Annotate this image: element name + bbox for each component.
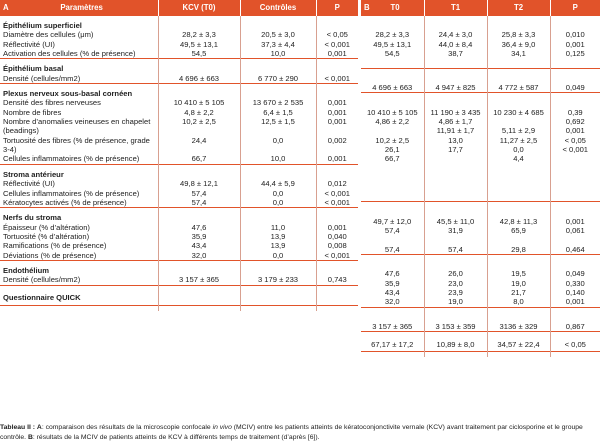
table-row [0, 154, 358, 164]
cell: 3136 ± 329 [487, 322, 550, 332]
row-label: Réflectivité (UI) [3, 39, 55, 49]
table-a [0, 0, 358, 311]
cell: 57,4 [158, 198, 240, 208]
section-title-row [0, 64, 358, 73]
section-title-row [0, 213, 358, 222]
table-row [361, 136, 600, 145]
cell: 0,001 [316, 223, 358, 232]
cell: 37,3 ± 4,4 [240, 40, 316, 49]
section-title-row [0, 170, 358, 179]
table-a-label: A [3, 3, 9, 13]
table-row [361, 279, 600, 288]
cell: 43,4 [384, 287, 400, 297]
cell: 0,002 [316, 136, 358, 155]
cell: 13 670 ± 2 535 [240, 98, 316, 107]
table-row [361, 145, 600, 154]
table-a-header-kcv: KCV (T0) [158, 0, 240, 16]
cell: 4,86 ± 2,2 [375, 117, 410, 127]
row-label: Kératocytes activés (% de présence) [3, 197, 127, 207]
table-row [361, 126, 600, 135]
cell: 38,7 [424, 49, 487, 58]
cell: 25,8 ± 3,3 [487, 30, 550, 39]
row-label: Activation des cellules (% de présence) [3, 49, 136, 59]
row-label: Densité (cellules/mm2) [3, 73, 81, 83]
table-row [0, 179, 358, 188]
cell: 0,049 [550, 269, 600, 278]
cell: 0,743 [316, 275, 358, 285]
cell: 57,4 [384, 225, 400, 235]
cell: 49,7 ± 12,0 [373, 216, 412, 226]
cell: 0,010 [550, 30, 600, 39]
table-row [0, 275, 358, 285]
section-title: Stroma antérieur [3, 169, 64, 179]
table-row [0, 136, 358, 155]
table-a-header-controles: Contrôles [240, 0, 316, 16]
cell: 57,4 [424, 245, 487, 255]
cell: 19,0 [487, 279, 550, 288]
cell: 4 696 ± 663 [158, 74, 240, 84]
cell: < 0,001 [316, 189, 358, 198]
cell: 3 179 ± 233 [240, 275, 316, 285]
cell: 0,061 [550, 226, 600, 235]
cell: 0,040 [316, 232, 358, 241]
cell [487, 117, 550, 126]
cell: 65,9 [487, 226, 550, 235]
table-b-header-t1: T1 [424, 0, 487, 16]
cell: 0,012 [316, 179, 358, 188]
cell: 12,5 ± 1,5 [240, 117, 316, 136]
cell: 0,464 [550, 245, 600, 255]
cell: 3 157 ± 365 [372, 321, 413, 331]
table-bottom [0, 305, 358, 311]
cell: < 0,001 [316, 74, 358, 84]
section-title-row [0, 291, 358, 306]
table-row [0, 49, 358, 59]
table-row [361, 58, 600, 68]
section-title: Endothélium [3, 265, 49, 275]
cell: 8,0 [487, 297, 550, 307]
cell: 43,4 [158, 241, 240, 250]
header-text: T0 [390, 3, 400, 13]
cell: < 0,001 [316, 40, 358, 49]
table-row [361, 322, 600, 332]
row-label: Ramifications (% de présence) [3, 241, 107, 251]
table-a-header-p: P [316, 0, 358, 16]
caption-a-text: : comparaison des résultats de la microscopie confocale [41, 424, 211, 431]
cell: 6 770 ± 290 [240, 74, 316, 84]
table-row [0, 189, 358, 198]
row-label: Épaisseur (% d’altération) [3, 222, 90, 232]
cell: 0,0 [240, 136, 316, 155]
table-row [361, 40, 600, 49]
cell: 4 947 ± 825 [424, 83, 487, 93]
cell: 35,9 [158, 232, 240, 241]
cell: 0,0 [240, 198, 316, 208]
cell: 10 410 ± 5 105 [158, 98, 240, 107]
row-label: Déviations (% de présence) [3, 250, 97, 260]
cell: 0,001 [316, 98, 358, 107]
table-row [361, 117, 600, 126]
table-b-header-t2: T2 [487, 0, 550, 16]
cell: 67,17 ± 17,2 [371, 339, 414, 349]
section-title-row [361, 260, 600, 269]
cell: 28,2 ± 3,3 [158, 30, 240, 39]
cell: 0,001 [550, 126, 600, 135]
cell: 0,001 [550, 297, 600, 307]
cell [424, 154, 487, 163]
cell: 0,001 [316, 117, 358, 136]
cell: 29,8 [487, 245, 550, 255]
cell: 31,9 [424, 226, 487, 235]
header-text: Paramètres [60, 3, 103, 13]
cell: 42,8 ± 11,3 [487, 217, 550, 226]
cell: 0,001 [550, 217, 600, 226]
cell: 0,867 [550, 322, 600, 332]
cell: 11,27 ± 2,5 [487, 136, 550, 145]
table-row [361, 30, 600, 39]
cell: 47,6 [158, 223, 240, 232]
table-row [0, 251, 358, 261]
cell: 13,9 [240, 241, 316, 250]
cell: 34,1 [487, 49, 550, 58]
section-title: Questionnaire QUICK [3, 292, 81, 302]
cell: 49,5 ± 13,1 [373, 39, 412, 49]
cell: 0,001 [316, 49, 358, 59]
cell: 10,89 ± 8,0 [424, 337, 487, 352]
table-row [361, 245, 600, 255]
cell: 54,5 [158, 49, 240, 59]
caption-a-text-2: (MCIV) entre les patients atteints de kératoconjonctivite vernale (KCV) avant traitement par ciclosporine et le groupe contrôle. [0, 424, 583, 441]
cell: 5,11 ± 2,9 [487, 126, 550, 135]
row-label: Densité des fibres nerveuses [3, 98, 101, 108]
table-row [361, 288, 600, 297]
table-row [0, 98, 358, 107]
cell: 0,0 [487, 145, 550, 154]
cell [361, 126, 424, 135]
table-row [361, 226, 600, 235]
table-row [0, 117, 358, 136]
cell: 13,0 [424, 136, 487, 145]
cell: 0,39 [550, 108, 600, 117]
cell: 32,0 [384, 297, 400, 307]
caption-a-label: A [36, 424, 42, 431]
row-label: Diamètre des cellules (μm) [3, 30, 94, 40]
cell: 19,5 [487, 269, 550, 278]
table-row [0, 74, 358, 84]
cell: 32,0 [158, 251, 240, 261]
table-a-header-parametres [0, 0, 158, 16]
cell: 13,9 [240, 232, 316, 241]
cell: 45,5 ± 11,0 [424, 217, 487, 226]
table-b-header-p: P [550, 0, 600, 16]
cell: 4,8 ± 2,2 [158, 108, 240, 117]
table-row [0, 30, 358, 39]
cell: 11,0 [240, 223, 316, 232]
row-label: Réflectivité (UI) [3, 179, 55, 189]
cell: 44,4 ± 5,9 [240, 179, 316, 188]
cell: 24,4 ± 3,0 [424, 30, 487, 39]
section-title: Épithélium basal [3, 64, 64, 74]
table-row [0, 241, 358, 250]
cell: 54,5 [384, 49, 400, 59]
section-title: Épithélium superficiel [3, 21, 82, 30]
cell: 6,4 ± 1,5 [240, 108, 316, 117]
cell: 49,8 ± 12,1 [158, 179, 240, 188]
cell: 34,57 ± 22,4 [487, 337, 550, 352]
table-row [361, 235, 600, 244]
row-label: Cellules inflammatoires (% de présence) [3, 188, 140, 198]
table-a-header [0, 0, 358, 16]
section-title-row [361, 21, 600, 30]
cell: 0,140 [550, 288, 600, 297]
cell: 0,692 [550, 117, 600, 126]
cell: 24,4 [158, 136, 240, 155]
cell: 3 153 ± 359 [424, 322, 487, 332]
cell: 0,125 [550, 49, 600, 58]
cell: 66,7 [384, 154, 400, 164]
cell: 4,86 ± 1,7 [424, 117, 487, 126]
table-row [361, 192, 600, 202]
cell: 10,0 [240, 49, 316, 59]
cell: 28,2 ± 3,3 [375, 30, 410, 40]
cell: 10 230 ± 4 685 [487, 108, 550, 117]
table-b-label: B [364, 3, 370, 13]
table-b [361, 0, 600, 357]
cell: 26,1 [384, 145, 400, 155]
cell: 44,0 ± 8,4 [424, 40, 487, 49]
cell: 0,0 [240, 251, 316, 261]
section-title-row [361, 98, 600, 107]
table-row [0, 232, 358, 241]
cell: < 0,001 [316, 251, 358, 261]
section-title-row [361, 313, 600, 322]
cell: 26,0 [424, 269, 487, 278]
cell: 57,4 [158, 189, 240, 198]
cell: 10,0 [240, 154, 316, 164]
table-row [361, 83, 600, 93]
cell: 3 157 ± 365 [158, 275, 240, 285]
table-row [361, 108, 600, 117]
table-row [0, 223, 358, 232]
cell: 36,4 ± 9,0 [487, 40, 550, 49]
cell: 66,7 [158, 154, 240, 164]
cell: 0,001 [316, 108, 358, 117]
section-title-row [0, 266, 358, 275]
cell: 4 696 ± 663 [372, 83, 413, 93]
cell: 0,001 [316, 154, 358, 164]
cell: 10,2 ± 2,5 [375, 135, 410, 145]
cell: 4,4 [487, 154, 550, 163]
cell: 0,330 [550, 279, 600, 288]
cell: 19,0 [424, 297, 487, 307]
cell: 49,5 ± 13,1 [158, 40, 240, 49]
section-title-row [0, 21, 358, 30]
table-bottom [361, 352, 600, 358]
section-title: Nerfs du stroma [3, 213, 62, 223]
cell: 20,5 ± 3,0 [240, 30, 316, 39]
cell: 21,7 [487, 288, 550, 297]
cell: < 0,001 [316, 198, 358, 208]
cell: 10 410 ± 5 105 [366, 107, 418, 117]
caption-b-text: : résultats de la MCIV de patients atteints de KCV à différents temps de traitement (d’après [6]). [32, 434, 320, 441]
table-row [361, 164, 600, 173]
table-row [0, 198, 358, 208]
cell: 17,7 [424, 145, 487, 154]
cell: 10,2 ± 2,5 [158, 117, 240, 136]
table-row [361, 183, 600, 192]
row-label: Cellules inflammatoires (% de présence) [3, 154, 140, 164]
table-row [361, 49, 600, 58]
cell: 11 190 ± 3 435 [424, 108, 487, 117]
cell: 23,9 [424, 288, 487, 297]
section-title: Plexus nerveux sous-basal cornéen [3, 89, 133, 99]
caption-label: Tableau II : [0, 424, 35, 431]
section-title-row [0, 89, 358, 98]
row-label: Tortuosité des fibres (% de présence, grade 3-4) [3, 135, 150, 155]
cell [550, 154, 600, 163]
cell: 4 772 ± 587 [487, 83, 550, 93]
cell: 57,4 [384, 244, 400, 254]
table-row [361, 297, 600, 307]
cell: 0,008 [316, 241, 358, 250]
table-b-header [361, 0, 600, 16]
section-title-row [361, 74, 600, 83]
cell: 0,001 [550, 40, 600, 49]
caption-in-vivo: in vivo [212, 424, 232, 431]
cell: 0,0 [240, 189, 316, 198]
cell: 23,0 [424, 279, 487, 288]
table-row [0, 108, 358, 117]
table-row [361, 337, 600, 352]
table-row [361, 269, 600, 278]
row-label: Tortuosité (% d’altération) [3, 231, 90, 241]
cell: < 0,05 [550, 337, 600, 352]
table-row [0, 40, 358, 49]
row-label: Densité (cellules/mm2) [3, 275, 81, 285]
row-label: Nombre d’anomalies veineuses en chapelet (beadings) [3, 117, 151, 136]
caption-b-label: B [27, 434, 33, 441]
cell: < 0,05 [316, 30, 358, 39]
row-label: Nombre de fibres [3, 107, 62, 117]
cell: 47,6 [384, 269, 400, 279]
cell: 0,049 [550, 83, 600, 93]
table-caption [0, 423, 600, 443]
section-title-row [361, 207, 600, 216]
table-row [361, 154, 600, 163]
cell: < 0,001 [550, 145, 600, 154]
cell: 35,9 [384, 278, 400, 288]
table-row [361, 173, 600, 182]
table-b-header-t0 [361, 0, 424, 16]
table-row [361, 217, 600, 226]
cell: < 0,05 [550, 136, 600, 145]
cell: 11,91 ± 1,7 [424, 126, 487, 135]
